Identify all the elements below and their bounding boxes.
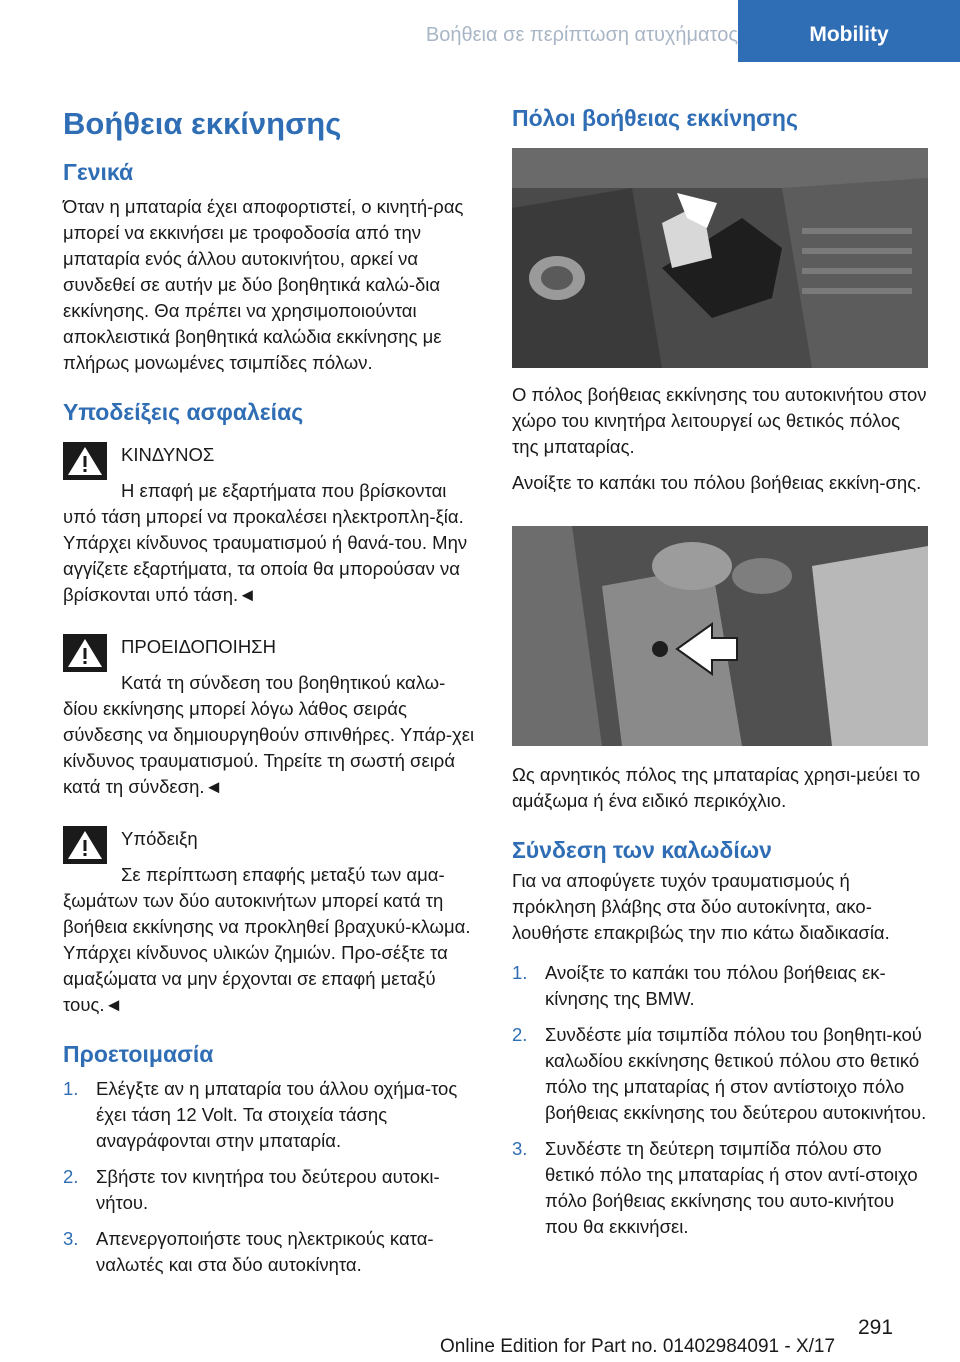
step-text: Ελέγξτε αν η μπαταρία του άλλου οχήμα-τος έχει τάση 12 Volt. Τα στοιχεία τάσης αναγράφονται στην μπαταρία. (96, 1078, 458, 1151)
photo1-caption-2: Ανοίξτε το καπάκι του πόλου βοήθειας εκκίνη-σης. (512, 472, 922, 493)
list-item (512, 1136, 928, 1240)
connect-heading: Σύνδεση των καλωδίων (512, 837, 772, 863)
warning-text: Σε περίπτωση επαφής μεταξύ των αμα-ξωμάτων των δύο αυτοκινήτων μπορεί κατά τη βοήθεια εκκίνησης να προκληθεί βραχυκύ-κλωμα. Υπάρχει κίνδυνος υλικών ζημιών. Προ-σέξτε τα αμαξώματα να μην έρχονται σε επαφή μεταξύ τους.◄ (63, 864, 471, 1015)
step-text: Ανοίξτε το καπάκι του πόλου βοήθειας εκ-κίνησης της BMW. (545, 962, 886, 1009)
warning-danger (63, 436, 477, 608)
engine-bay-negative-pole-photo (512, 526, 928, 746)
list-item (63, 1164, 477, 1216)
warning-caution (63, 628, 477, 800)
connect-paragraph: Για να αποφύγετε τυχόν τραυματισμούς ή πρόκληση βλάβης στα δύο αυτοκίνητα, ακο-λουθήστε επακριβώς την πιο κάτω διαδικασία. (512, 870, 890, 943)
general-heading: Γενικά (63, 159, 134, 185)
warning-title: ΠΡΟΕΙΔΟΠΟΙΗΣΗ (121, 636, 276, 657)
general-paragraph: Όταν η μπαταρία έχει αποφορτιστεί, ο κινητή-ρας μπορεί να εκκινήσει με τροφοδοσία από την μπαταρία ενός άλλου αυτοκινήτου, αρκεί να συνδεθεί σε αυτήν με δύο βοηθητικά καλώ-δια εκκίνησης. Θα πρέπει να χρησιμοποιούνται αποκλειστικά βοηθητικά καλώδια εκκίνησης με πλήρως μονωμένες τσιμπίδες πόλων. (63, 196, 464, 373)
page-title: Βοήθεια εκκίνησης (63, 106, 342, 141)
engine-bay-illustration (512, 148, 928, 368)
preparation-steps (63, 1076, 477, 1278)
step-number: 1. (512, 962, 528, 983)
step-number: 2. (63, 1166, 79, 1187)
step-text: Σβήστε τον κινητήρα του δεύτερου αυτοκι-νήτου. (96, 1166, 440, 1213)
left-column (63, 98, 477, 1288)
list-item (512, 1022, 928, 1126)
page-header (0, 0, 960, 62)
step-number: 2. (512, 1024, 528, 1045)
warning-text: Η επαφή με εξαρτήματα που βρίσκονται υπό τάση μπορεί να προκαλέσει ηλεκτροπλη-ξία. Υπάρχει κίνδυνος τραυματισμού ή θανά-του. Μην αγγίζετε εξαρτήματα, τα οποία θα μπορούσαν να βρίσκονται υπό τάση.◄ (63, 480, 468, 605)
step-number: 3. (512, 1138, 528, 1159)
header-chapter-tab[interactable]: Mobility (738, 0, 960, 62)
list-item (63, 1076, 477, 1154)
warning-triangle-icon (63, 634, 107, 672)
header-section-title: Βοήθεια σε περίπτωση ατυχήματος (425, 24, 738, 46)
engine-bay-illustration (512, 526, 928, 746)
step-text: Συνδέστε τη δεύτερη τσιμπίδα πόλου στο θετικό πόλο της μπαταρίας ή στον αντί-στοιχο πόλο βοήθειας εκκίνησης του αυτο-κινήτου που θα εκκινήσει. (545, 1138, 918, 1237)
step-text: Απενεργοποιήστε τους ηλεκτρικούς κατα-ναλωτές και στα δύο αυτοκίνητα. (96, 1228, 434, 1275)
poles-heading: Πόλοι βοήθειας εκκίνησης (512, 105, 798, 131)
connect-steps (512, 960, 928, 1240)
photo2-caption: Ως αρνητικός πόλος της μπαταρίας χρησι-μεύει το αμάξωμα ή ένα ειδικό περικόχλιο. (512, 764, 921, 811)
page-number: 291 (858, 1316, 894, 1339)
engine-bay-positive-pole-photo (512, 148, 928, 368)
preparation-heading: Προετοιμασία (63, 1041, 214, 1067)
step-text: Συνδέστε μία τσιμπίδα πόλου του βοηθητι-κού καλωδίου εκκίνησης θετικού πόλου στο θετικό πόλο της μπαταρίας ή στον αντίστοιχο πόλο βοήθειας εκκίνησης του δεύτερου αυτοκινήτου. (545, 1024, 927, 1123)
right-column (512, 98, 928, 1250)
warning-title: ΚΙΝΔΥΝΟΣ (121, 444, 215, 465)
warning-note (63, 820, 477, 1018)
warning-text: Κατά τη σύνδεση του βοηθητικού καλω-δίου εκκίνησης μπορεί λόγω λάθος σειράς σύνδεσης να δημιουργηθούν σπινθήρες. Υπάρ-χει κίνδυνος τραυματισμού. Τηρείτε τη σωστή σειρά κατά τη σύνδεση.◄ (63, 672, 475, 797)
warning-title: Υπόδειξη (121, 828, 198, 849)
step-number: 1. (63, 1078, 79, 1099)
list-item (512, 960, 928, 1012)
warning-triangle-icon (63, 826, 107, 864)
list-item (63, 1226, 477, 1278)
footer-edition: Online Edition for Part no. 01402984091 - X/17 (440, 1336, 836, 1357)
warning-triangle-icon (63, 442, 107, 480)
step-number: 3. (63, 1228, 79, 1249)
safety-heading: Υποδείξεις ασφαλείας (63, 399, 304, 425)
photo1-caption: Ο πόλος βοήθειας εκκίνησης του αυτοκινήτου στον χώρο του κινητήρα λειτουργεί ως θετικός πόλος της μπαταρίας. (512, 384, 927, 457)
